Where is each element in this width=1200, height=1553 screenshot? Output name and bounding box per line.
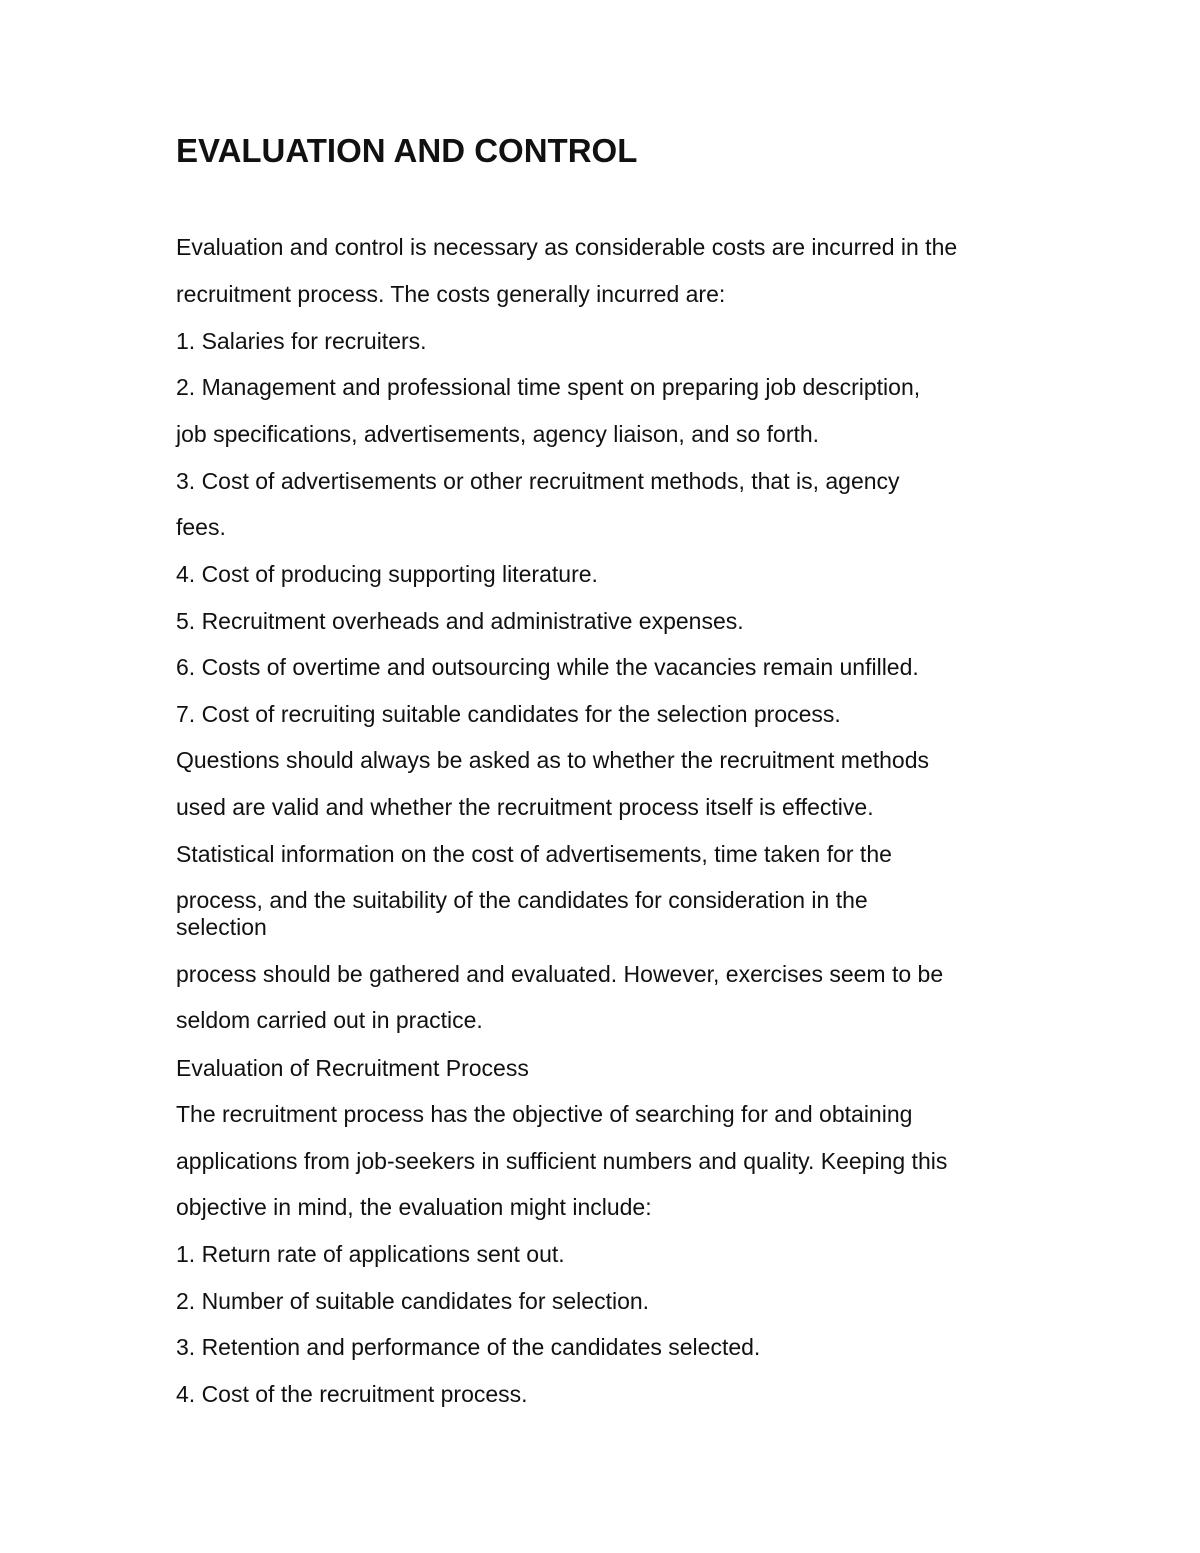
text-line: process should be gathered and evaluated. However, exercises seem to be <box>176 961 944 987</box>
text-line: The recruitment process has the objective of searching for and obtaining <box>176 1101 913 1127</box>
list-item: 2. Number of suitable candidates for selection. <box>176 1288 650 1314</box>
text-line: job specifications, advertisements, agency liaison, and so forth. <box>176 421 820 447</box>
text-line: recruitment process. The costs generally incurred are: <box>176 281 726 307</box>
list-item: 4. Cost of the recruitment process. <box>176 1381 528 1407</box>
list-item: 1. Salaries for recruiters. <box>176 328 427 354</box>
list-item: 3. Retention and performance of the candidates selected. <box>176 1334 761 1360</box>
text-line: applications from job-seekers in sufficient numbers and quality. Keeping this <box>176 1148 948 1174</box>
text-line: selection <box>176 914 267 940</box>
text-line: used are valid and whether the recruitment process itself is effective. <box>176 794 874 820</box>
text-line: fees. <box>176 514 226 540</box>
list-item: 7. Cost of recruiting suitable candidates for the selection process. <box>176 701 841 727</box>
list-item: 2. Management and professional time spent on preparing job description, <box>176 374 921 400</box>
text-line: seldom carried out in practice. <box>176 1007 483 1033</box>
list-item: 5. Recruitment overheads and administrative expenses. <box>176 608 744 634</box>
document-title: EVALUATION AND CONTROL <box>176 132 638 169</box>
text-line: Evaluation and control is necessary as considerable costs are incurred in the <box>176 234 958 260</box>
list-item: 6. Costs of overtime and outsourcing while the vacancies remain unfilled. <box>176 654 919 680</box>
text-line: Questions should always be asked as to whether the recruitment methods <box>176 747 930 773</box>
text-line: objective in mind, the evaluation might include: <box>176 1194 652 1220</box>
text-line: process, and the suitability of the candidates for consideration in the <box>176 887 868 913</box>
list-item: 3. Cost of advertisements or other recruitment methods, that is, agency <box>176 468 900 494</box>
section-heading: Evaluation of Recruitment Process <box>176 1055 529 1081</box>
text-line: Statistical information on the cost of advertisements, time taken for the <box>176 841 892 867</box>
list-item: 1. Return rate of applications sent out. <box>176 1241 565 1267</box>
list-item: 4. Cost of producing supporting literature. <box>176 561 598 587</box>
